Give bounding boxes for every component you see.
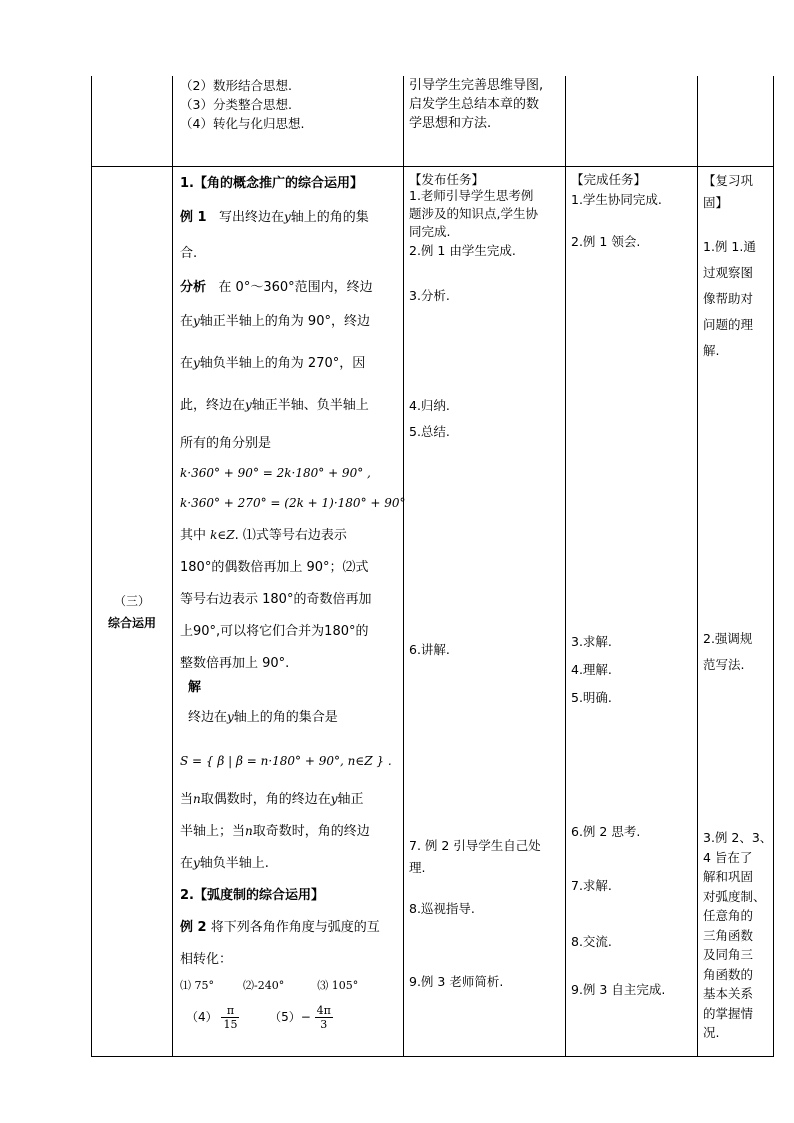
var-y: y	[330, 792, 338, 806]
purpose-line: 况.	[703, 1025, 720, 1040]
student-step: 2.例 1 领会.	[571, 234, 641, 249]
column-divider-1	[172, 76, 173, 1057]
student-step: 5.明确.	[571, 690, 612, 705]
teacher-step: 4.归纳.	[409, 398, 450, 413]
example2-line1	[180, 918, 380, 937]
when-text: 取奇数时，角的终边	[252, 824, 370, 839]
purpose-line: 基本关系	[703, 986, 754, 1001]
guidance-line: 学思想和方法.	[409, 116, 492, 131]
where-text: . ⑴式等号右边表示	[234, 528, 347, 543]
item-5-fraction	[315, 1004, 333, 1031]
where-line	[180, 526, 347, 545]
purpose-line: 三角函数	[703, 927, 754, 943]
solution-text: 轴上的角的集合是	[233, 710, 338, 725]
purpose-line: 4 旨在了	[703, 849, 753, 865]
items-row2	[186, 1004, 333, 1031]
item-2: ⑵-240°	[243, 979, 285, 992]
top-thinking-methods	[180, 76, 304, 133]
analysis-text: 轴正半轴上的角为 90°，终边	[199, 314, 370, 329]
var-y: y	[193, 314, 200, 328]
example2-text: 将下列各角作角度与弧度的互	[210, 920, 380, 935]
when-text: 轴正	[337, 792, 364, 807]
formula-2: k·360° + 270° = (2k + 1)·180° + 90°	[180, 496, 406, 510]
purpose-line: 范写法.	[703, 657, 745, 672]
analysis-text: 在	[180, 356, 194, 371]
teacher-step: 3.分析.	[409, 288, 450, 303]
purpose-1	[703, 234, 756, 364]
column-divider-4	[697, 76, 698, 1057]
var-y: y	[193, 856, 200, 870]
student-step: 8.交流.	[571, 934, 612, 949]
teacher-step: 6.讲解.	[409, 642, 450, 657]
student-step: 1.学生协同完成.	[571, 192, 662, 207]
section1-title: 1.【角的概念推广的综合运用】	[180, 176, 363, 191]
explanation-line1: 180°的偶数倍再加上 90°；⑵式	[180, 560, 369, 575]
var-y: y	[227, 710, 234, 724]
student-step: 6.例 2 思考.	[571, 824, 641, 839]
example1-line1	[180, 208, 369, 227]
solution-line	[188, 708, 338, 727]
var-n: n	[245, 824, 253, 838]
student-activity-column	[571, 166, 696, 1056]
items-row1	[180, 976, 358, 995]
when-line1	[180, 790, 364, 809]
when-text: 在	[180, 856, 194, 871]
teacher-step: 5.总结.	[409, 424, 450, 439]
formula-1: k·360° + 90° = 2k·180° + 90° ,	[180, 466, 371, 480]
analysis-text: 轴正半轴、负半轴上	[251, 398, 369, 413]
fraction-numerator: π	[221, 1004, 239, 1018]
teacher-step: 9.例 3 老师简析.	[409, 974, 504, 989]
purpose-line: 角函数的	[703, 966, 754, 982]
teacher-step: 7. 例 2 引导学生自己处	[409, 838, 541, 853]
stage-label	[92, 590, 172, 634]
var-y: y	[284, 210, 291, 224]
student-step: 7.求解.	[571, 878, 612, 893]
method-item: （3）分类整合思想.	[180, 97, 292, 112]
solution-label: 解	[188, 680, 202, 695]
item-5-label: （5）−	[269, 1010, 311, 1024]
item-3: ⑶ 105°	[317, 979, 359, 992]
purpose-header-line: 【复习巩	[703, 173, 754, 188]
student-step: 4.理解.	[571, 662, 612, 677]
analysis-line1	[180, 278, 373, 297]
purpose-line: 像帮助对	[703, 291, 754, 306]
column-divider-3	[565, 76, 566, 1057]
section2-title: 2.【弧度制的综合运用】	[180, 888, 324, 903]
set-formula: S = { β | β = n·180° + 90°, n∈Z } .	[180, 754, 392, 768]
purpose-line: 1.例 1.通	[703, 239, 756, 254]
example2-label: 例 2	[180, 920, 207, 935]
var-y: y	[193, 356, 200, 370]
analysis-line4	[180, 396, 369, 415]
content-column	[180, 166, 406, 1056]
table-border-right	[773, 76, 774, 1057]
stage-number: （三）	[113, 594, 150, 608]
teacher-step: 同完成.	[409, 224, 451, 239]
table-border-left	[91, 76, 92, 1057]
explanation-line2: 等号右边表示 180°的奇数倍再加	[180, 592, 372, 607]
purpose-2	[703, 626, 752, 678]
example1-text: 轴上的角的集	[290, 210, 369, 225]
guidance-line: 启发学生总结本章的数	[409, 97, 540, 112]
teacher-step: 2.例 1 由学生完成.	[409, 243, 516, 258]
teacher-step: 理.	[409, 860, 426, 875]
explanation-line4: 整数倍再加上 90°.	[180, 656, 290, 671]
method-item: （4）转化与化归思想.	[180, 116, 305, 131]
purpose-line: 过观察图	[703, 265, 754, 280]
analysis-text: 轴负半轴上的角为 270°，因	[199, 356, 366, 371]
purpose-header-line: 固】	[703, 195, 729, 210]
analysis-text: 此，终边在	[180, 398, 246, 413]
purpose-line: 解.	[703, 343, 720, 358]
purpose-3	[703, 828, 772, 1043]
example1-line2: 合.	[180, 246, 198, 261]
teacher-header: 【发布任务】	[409, 172, 485, 187]
purpose-line: 2.强调规	[703, 631, 753, 646]
analysis-line5: 所有的角分别是	[180, 436, 272, 451]
analysis-text: 在	[180, 314, 194, 329]
var-n: n	[193, 792, 201, 806]
purpose-header	[703, 170, 753, 214]
analysis-line3	[180, 354, 365, 373]
column-divider-2	[403, 76, 404, 1057]
purpose-line: 及同角三	[703, 947, 754, 962]
fraction-numerator: 4π	[316, 1004, 331, 1017]
item-4-label: （4）	[186, 1010, 218, 1024]
table-border-bottom	[91, 1056, 774, 1057]
when-line2	[180, 822, 370, 841]
when-text: 半轴上；当	[180, 824, 246, 839]
purpose-line: 解和巩固	[703, 869, 754, 884]
example2-line2: 相转化：	[180, 952, 233, 967]
top-teacher-guidance	[409, 76, 543, 133]
purpose-line: 3.例 2、3、	[703, 830, 773, 845]
where-math: k∈Z	[210, 528, 235, 542]
analysis-text: 在 0°～360°范围内，终边	[218, 280, 373, 295]
student-step: 9.例 3 自主完成.	[571, 982, 666, 997]
guidance-line: 引导学生完善思维导图,	[409, 78, 544, 93]
purpose-line: 任意角的	[703, 908, 754, 923]
analysis-label: 分析	[180, 280, 207, 295]
teacher-step: 1.老师引导学生思考例	[409, 188, 534, 203]
solution-text: 终边在	[188, 710, 228, 725]
student-step: 3.求解.	[571, 634, 612, 649]
when-text: 轴负半轴上.	[199, 856, 269, 871]
var-y: y	[245, 398, 252, 412]
when-text: 取偶数时，角的终边在	[200, 792, 331, 807]
fraction-denominator: 15	[223, 1018, 238, 1031]
analysis-line2	[180, 312, 370, 331]
when-text: 当	[180, 792, 194, 807]
purpose-line: 的掌握情	[703, 1005, 754, 1021]
fraction-denominator: 3	[320, 1018, 328, 1031]
item-1: ⑴ 75°	[180, 979, 214, 992]
when-line3	[180, 854, 269, 873]
teacher-step: 8.巡视指导.	[409, 901, 475, 916]
explanation-line3: 上90°,可以将它们合并为180°的	[180, 624, 369, 639]
example1-label: 例 1	[180, 210, 207, 225]
method-item: （2）数形结合思想.	[180, 78, 292, 93]
teacher-activity-column	[409, 166, 564, 1056]
item-4-fraction	[221, 1004, 239, 1031]
purpose-line: 对弧度制、	[703, 888, 766, 904]
student-header: 【完成任务】	[571, 172, 647, 187]
purpose-line: 问题的理	[703, 317, 754, 332]
example1-text: 写出终边在	[218, 210, 284, 225]
teacher-step: 题涉及的知识点,学生协	[409, 206, 538, 221]
stage-name: 综合运用	[107, 616, 156, 630]
where-text: 其中	[180, 528, 207, 543]
design-purpose-column	[703, 166, 773, 1056]
